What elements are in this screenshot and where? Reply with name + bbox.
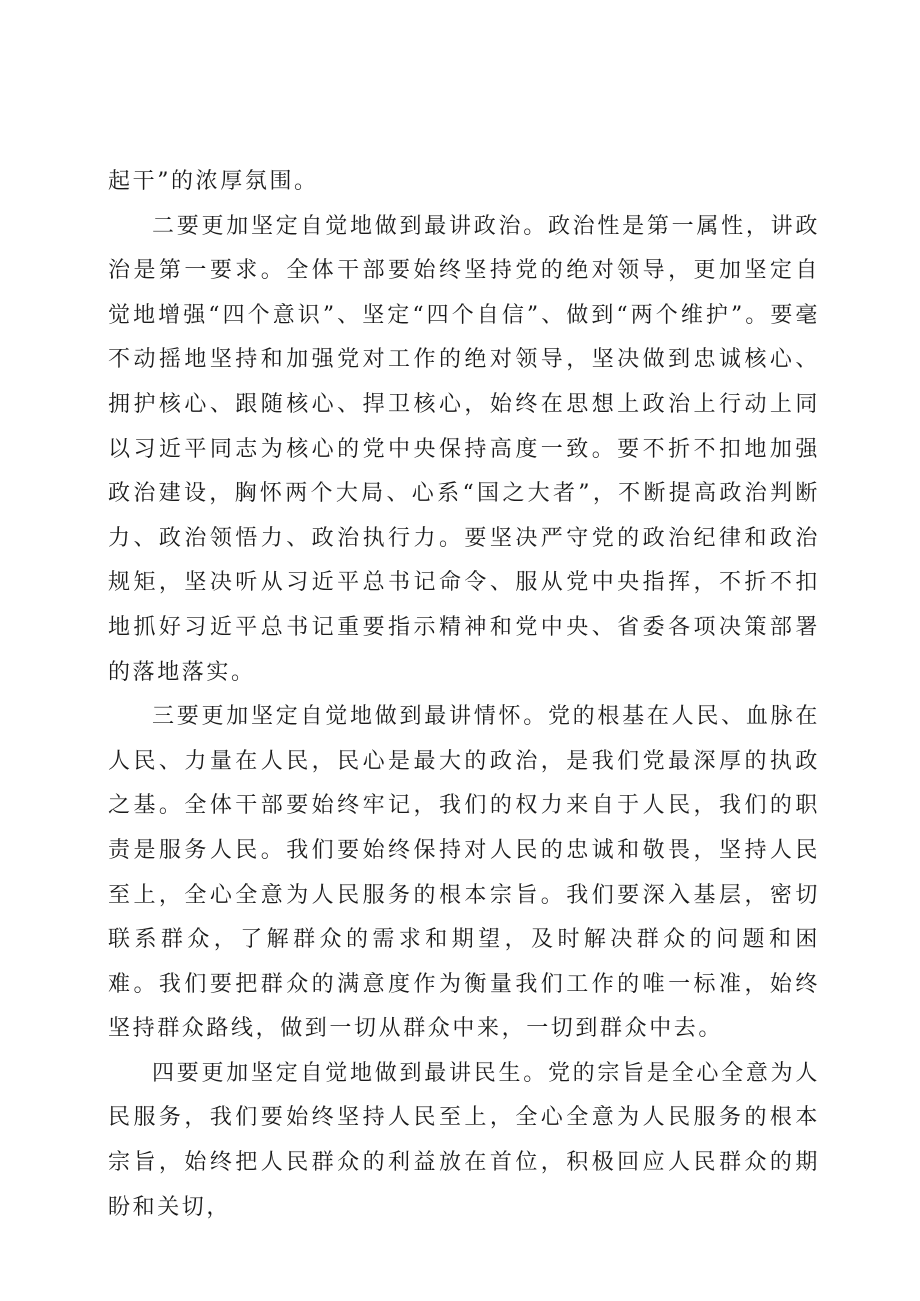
paragraph-continuation: 起干”的浓厚氛围。 bbox=[108, 169, 319, 194]
paragraph-fourth-point: 四要更加坚定自觉地做到最讲民生。党的宗旨是全心全意为人民服务，我们要始终坚持人民至上，全心全意为人民服务的根本宗旨，始终把人民群众的利益放在首位，积极回应人民群众的期盼和关切， bbox=[108, 1060, 820, 1220]
paragraph-third-point: 三要更加坚定自觉地做到最讲情怀。党的根基在人民、血脉在人民、力量在人民，民心是最大的政治，是我们党最深厚的执政之基。全体干部要始终牢记，我们的权力来自于人民，我们的职责是服务人民。我们要始终保持对人民的忠诚和敬畏，坚持人民至上，全心全意为人民服务的根本宗旨。我们要深入基层，密切联系群众，了解群众的需求和期望，及时解决群众的问题和困难。我们要把群众的满意度作为衡量我们工作的唯一标准，始终坚持群众路线，做到一切从群众中来，一切到群众中去。 bbox=[108, 704, 820, 1042]
document-body bbox=[108, 160, 820, 1230]
paragraph-second-point: 二要更加坚定自觉地做到最讲政治。政治性是第一属性，讲政治是第一要求。全体干部要始终坚持党的绝对领导，更加坚定自觉地增强“四个意识”、坚定“四个自信”、做到“两个维护”。要毫不动摇地坚持和加强党对工作的绝对领导，坚决做到忠诚核心、拥护核心、跟随核心、捍卫核心，始终在思想上政治上行动上同以习近平同志为核心的党中央保持高度一致。要不折不扣地加强政治建设，胸怀两个大局、心系“国之大者”，不断提高政治判断力、政治领悟力、政治执行力。要坚决严守党的政治纪律和政治规矩，坚决听从习近平总书记命令、服从党中央指挥，不折不扣地抓好习近平总书记重要指示精神和党中央、省委各项决策部署的落地落实。 bbox=[108, 213, 820, 685]
